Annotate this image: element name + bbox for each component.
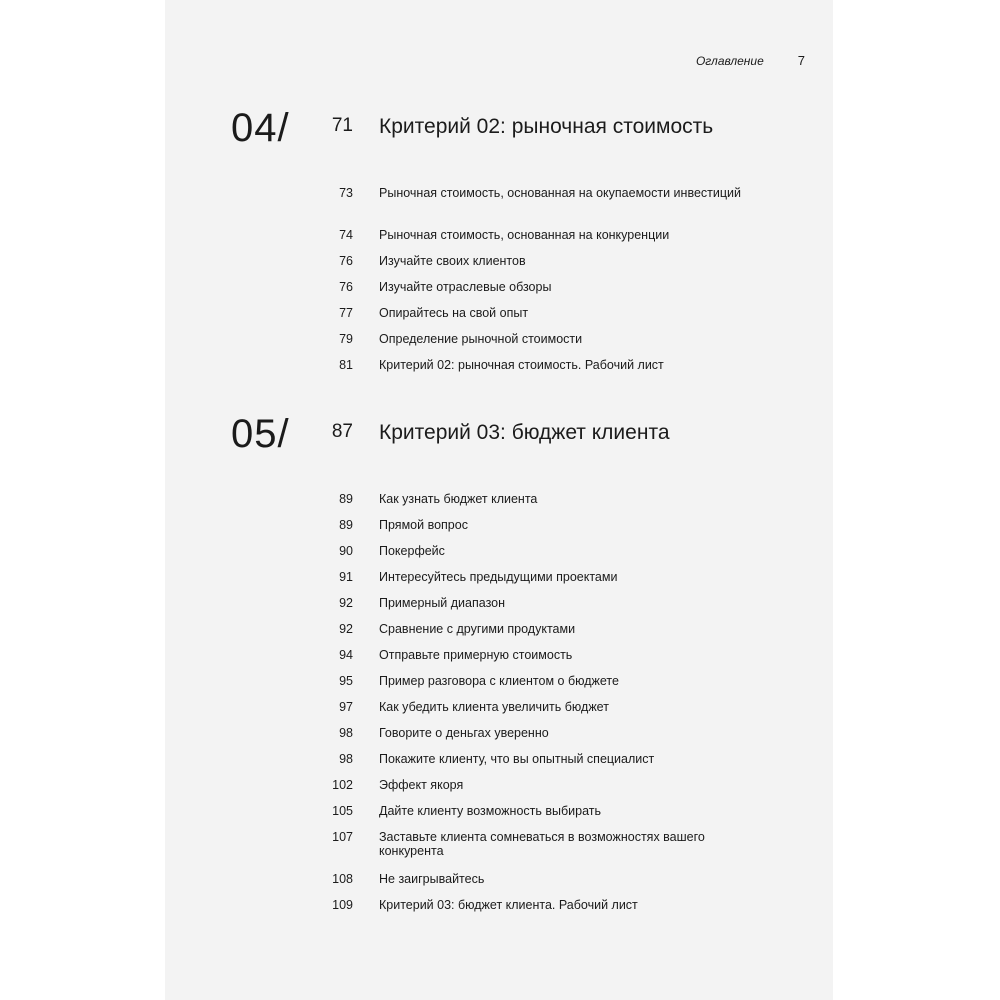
entry-title: Рыночная стоимость, основанная на окупаемости инвестиций — [379, 186, 741, 200]
entry-title: Изучайте отраслевые обзоры — [379, 280, 552, 294]
entry-page: 89 — [339, 492, 353, 506]
entry-page: 90 — [339, 544, 353, 558]
entry-title: Сравнение с другими продуктами — [379, 622, 576, 636]
entry-title: Отправьте примерную стоимость — [379, 648, 573, 662]
entry-page: 109 — [332, 898, 353, 912]
entry-page: 77 — [339, 306, 353, 320]
entry-title: Интересуйтесь предыдущими проектами — [379, 570, 618, 584]
entry-title: Определение рыночной стоимости — [379, 332, 583, 346]
chapter-title: Критерий 03: бюджет клиента — [379, 421, 670, 444]
entry-page: 95 — [339, 674, 353, 688]
entry-page: 73 — [339, 186, 353, 200]
entry-page: 108 — [332, 872, 353, 886]
entry-page: 91 — [339, 570, 353, 584]
entry-title: Как узнать бюджет клиента — [379, 492, 538, 506]
entry-page: 81 — [339, 358, 353, 372]
chapter-number: 05/ — [231, 412, 290, 456]
entry-page: 98 — [339, 726, 353, 740]
entry-title: Рыночная стоимость, основанная на конкуренции — [379, 228, 670, 242]
entry-title: Дайте клиенту возможность выбирать — [379, 804, 601, 818]
entry-page: 89 — [339, 518, 353, 532]
entry-page: 105 — [332, 804, 353, 818]
chapter-page: 87 — [331, 421, 353, 442]
entry-title: Покажите клиенту, что вы опытный специалист — [379, 752, 655, 766]
entry-page: 79 — [339, 332, 353, 346]
chapter-title: Критерий 02: рыночная стоимость — [379, 115, 714, 138]
running-header — [696, 53, 805, 68]
entry-page: 92 — [339, 596, 353, 610]
entry-page: 92 — [339, 622, 353, 636]
entry-page: 102 — [332, 778, 353, 792]
entry-title: Пример разговора с клиентом о бюджете — [379, 674, 619, 688]
entry-title: Эффект якоря — [379, 778, 464, 792]
chapter-number: 04/ — [231, 106, 290, 150]
entry-title: Изучайте своих клиентов — [379, 254, 526, 268]
entry-page: 107 — [332, 830, 353, 844]
entry-page: 98 — [339, 752, 353, 766]
entry-page: 76 — [339, 254, 353, 268]
entry-title: Заставьте клиента сомневаться в возможностях вашего конкурента — [379, 830, 705, 858]
book-page — [165, 0, 833, 1000]
entry-title: Не заигрывайтесь — [379, 872, 485, 886]
page-number: 7 — [797, 53, 805, 68]
entry-page: 97 — [339, 700, 353, 714]
entry-title: Как убедить клиента увеличить бюджет — [379, 700, 609, 714]
running-title: Оглавление — [695, 54, 764, 68]
entry-page: 74 — [339, 228, 353, 242]
entry-title: Критерий 03: бюджет клиента. Рабочий лист — [379, 898, 638, 912]
entry-page: 94 — [339, 648, 353, 662]
entry-title: Прямой вопрос — [379, 518, 468, 532]
entry-title: Говорите о деньгах уверенно — [379, 726, 549, 740]
chapter-page: 71 — [331, 115, 353, 136]
entry-title: Опирайтесь на свой опыт — [379, 306, 529, 320]
entry-page: 76 — [339, 280, 353, 294]
entry-title: Критерий 02: рыночная стоимость. Рабочий лист — [379, 358, 664, 372]
entry-title: Примерный диапазон — [379, 596, 506, 610]
entry-title: Покерфейс — [379, 544, 445, 558]
